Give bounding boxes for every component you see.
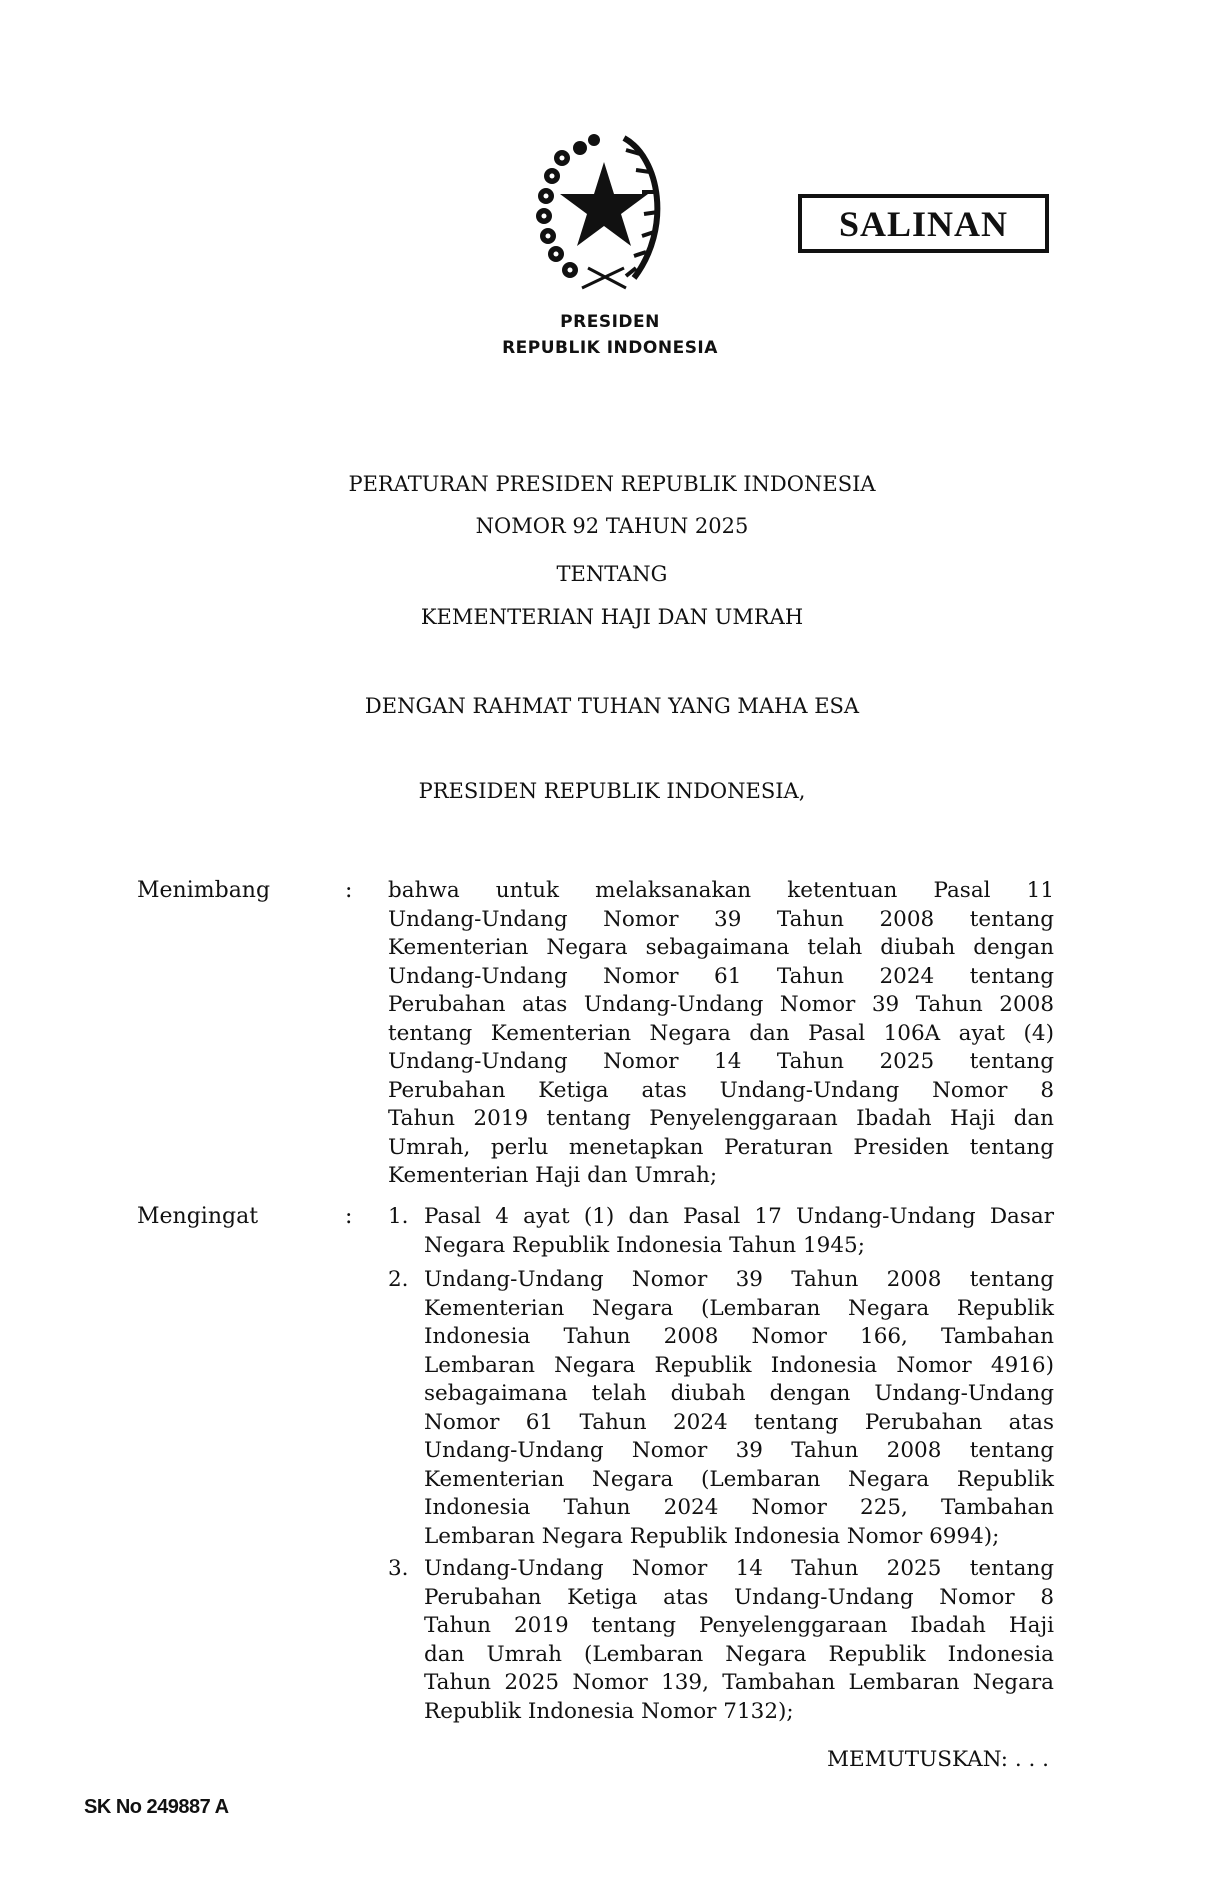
text-line: Undang-Undang Nomor 61 Tahun 2024 tentang	[388, 963, 1054, 989]
text-line: Perubahan Ketiga atas Undang-Undang Nomor 8	[388, 1077, 1054, 1103]
text-line: Lembaran Negara Republik Indonesia Nomor 6994);	[424, 1523, 1000, 1549]
regulation-subject: KEMENTERIAN HAJI DAN UMRAH	[420, 605, 804, 629]
menimbang-label: Menimbang	[137, 878, 271, 903]
mengingat-colon: :	[345, 1204, 353, 1229]
regulation-title: PERATURAN PRESIDEN REPUBLIK INDONESIA	[348, 472, 876, 496]
text-line: Undang-Undang Nomor 39 Tahun 2008 tentang	[424, 1438, 1054, 1463]
text-line: Pasal 4 ayat (1) dan Pasal 17 Undang-Undang Dasar	[424, 1204, 1054, 1229]
text-line: Kementerian Negara (Lembaran Negara Republik	[424, 1466, 1054, 1492]
text-line: Perubahan Ketiga atas Undang-Undang Nomor 8	[424, 1584, 1054, 1610]
list-item-number: 1.	[388, 1204, 409, 1229]
text-line: Tahun 2025 Nomor 139, Tambahan Lembaran Negara	[424, 1670, 1054, 1695]
text-line: dan Umrah (Lembaran Negara Republik Indonesia	[424, 1641, 1054, 1667]
text-line: Nomor 61 Tahun 2024 tentang Perubahan atas	[424, 1409, 1054, 1435]
salinan-stamp: SALINAN	[798, 194, 1049, 253]
list-item	[424, 1266, 1054, 1551]
text-line: Lembaran Negara Republik Indonesia Nomor 4916)	[424, 1352, 1054, 1378]
text-line: Undang-Undang Nomor 39 Tahun 2008 tentang	[424, 1267, 1054, 1292]
text-line: Undang-Undang Nomor 14 Tahun 2025 tentang	[388, 1049, 1054, 1074]
text-line: tentang Kementerian Negara dan Pasal 106A ayat (4)	[388, 1020, 1054, 1046]
text-line: Perubahan atas Undang-Undang Nomor 39 Tahun 2008	[388, 992, 1054, 1017]
list-item	[424, 1555, 1054, 1726]
text-line: Kementerian Haji dan Umrah;	[388, 1163, 718, 1188]
text-line: Tahun 2019 tentang Penyelenggaraan Ibadah Haji	[424, 1613, 1054, 1638]
regulation-about: TENTANG	[556, 562, 668, 586]
continuation-text: MEMUTUSKAN: . . .	[826, 1747, 1049, 1772]
text-line: Kementerian Negara (Lembaran Negara Republik	[424, 1295, 1054, 1321]
text-line: Indonesia Tahun 2008 Nomor 166, Tambahan	[424, 1324, 1054, 1349]
star-wreath-icon	[522, 118, 686, 296]
text-line: Kementerian Negara sebagaimana telah diubah dengan	[388, 935, 1054, 960]
document-code: SK No 249887 A	[84, 1796, 229, 1818]
preamble: DENGAN RAHMAT TUHAN YANG MAHA ESA	[364, 694, 860, 718]
text-line: bahwa untuk melaksanakan ketentuan Pasal 11	[388, 878, 1054, 903]
emblem-label-presiden: PRESIDEN	[560, 312, 660, 332]
list-item-number: 2.	[388, 1267, 409, 1292]
text-line: Negara Republik Indonesia Tahun 1945;	[424, 1232, 865, 1258]
emblem-label-republik: REPUBLIK INDONESIA	[502, 338, 718, 358]
regulation-number: NOMOR 92 TAHUN 2025	[475, 514, 749, 538]
text-line: Undang-Undang Nomor 39 Tahun 2008 tentang	[388, 906, 1054, 932]
text-line: Republik Indonesia Nomor 7132);	[424, 1698, 794, 1724]
text-line: Umrah, perlu menetapkan Peraturan Presiden tentang	[388, 1134, 1054, 1160]
presidential-emblem	[522, 118, 686, 296]
text-line: Indonesia Tahun 2024 Nomor 225, Tambahan	[424, 1495, 1054, 1520]
list-item-number: 3.	[388, 1556, 409, 1581]
text-line: Tahun 2019 tentang Penyelenggaraan Ibadah Haji dan	[388, 1106, 1054, 1131]
mengingat-label: Mengingat	[137, 1204, 259, 1229]
list-item	[424, 1203, 1054, 1260]
menimbang-body	[388, 877, 1054, 1191]
menimbang-colon: :	[345, 878, 353, 903]
issuer: PRESIDEN REPUBLIK INDONESIA,	[418, 779, 806, 803]
text-line: sebagaimana telah diubah dengan Undang-Undang	[424, 1381, 1054, 1406]
text-line: Undang-Undang Nomor 14 Tahun 2025 tentang	[424, 1556, 1054, 1581]
